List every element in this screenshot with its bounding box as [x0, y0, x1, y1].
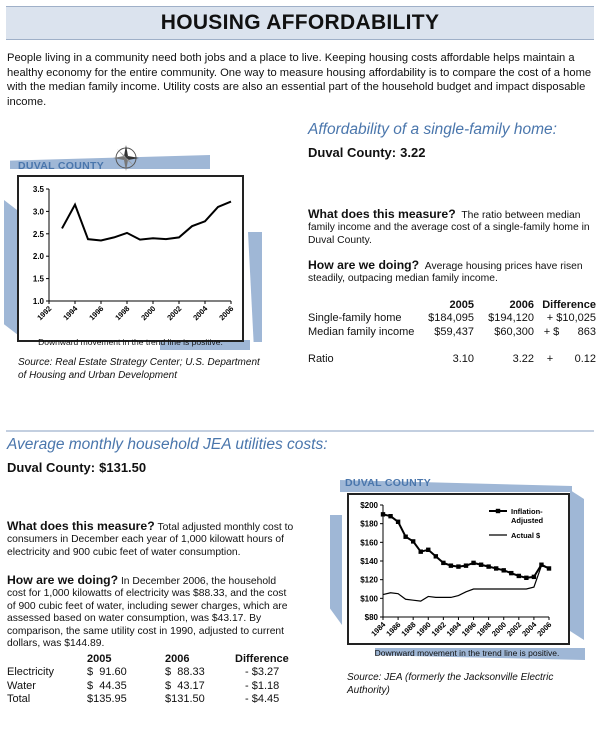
- section-divider: [6, 430, 594, 432]
- data-point: [464, 563, 468, 567]
- utilities-chart-label: DUVAL COUNTY: [345, 477, 432, 489]
- cell-2006: $ 88.33: [165, 666, 205, 679]
- data-point: [426, 548, 430, 552]
- table-header-cell: 2005: [449, 298, 474, 311]
- housing-measure-paragraph: [308, 208, 596, 247]
- x-tick-label: 2002: [165, 304, 184, 323]
- y-tick-label: $200: [360, 501, 378, 510]
- decor-band: [330, 515, 342, 625]
- table-header-cell: 2006: [165, 652, 190, 665]
- x-tick-label: 1994: [444, 620, 463, 639]
- data-point: [524, 576, 528, 580]
- cell-difference: + $10,025: [546, 312, 596, 325]
- x-tick-label: 1988: [399, 620, 418, 639]
- utilities-chart-frame: [347, 493, 570, 645]
- decor-band: [248, 232, 262, 342]
- x-tick-label: 2004: [191, 304, 210, 323]
- row-label: Electricity: [7, 666, 55, 679]
- legend-marker: [496, 509, 500, 513]
- data-point: [381, 512, 385, 516]
- table-row: [308, 312, 596, 326]
- x-tick-label: 1992: [35, 304, 54, 323]
- data-point: [441, 561, 445, 565]
- legend-label: Inflation-: [511, 507, 543, 516]
- utilities-doing-paragraph: [7, 574, 295, 650]
- housing-county-label: Duval County:: [308, 145, 397, 160]
- cell-2005: $ 91.60: [87, 666, 127, 679]
- cell-difference: - $1.18: [245, 679, 280, 692]
- y-tick-label: 1.5: [32, 274, 44, 284]
- legend-label: Adjusted: [511, 516, 544, 525]
- housing-ratio-chart: [19, 177, 242, 340]
- housing-stats-table: [308, 298, 596, 366]
- row-label: Median family income: [308, 325, 415, 338]
- data-point: [471, 561, 475, 565]
- housing-doing-answer: Average housing prices have risen steadily, outpacing median family income.: [308, 261, 583, 285]
- data-point: [396, 520, 400, 524]
- data-point: [456, 564, 460, 568]
- cell-2006: $131.50: [165, 693, 205, 706]
- utilities-measure-paragraph: [7, 520, 295, 559]
- cell-2006: 3.22: [512, 353, 534, 366]
- row-label: Water: [7, 679, 36, 692]
- housing-measure-answer: The ratio between median family income and the average cost of a single-family home in Duval County.: [308, 210, 590, 246]
- x-tick-label: 1986: [384, 620, 403, 639]
- x-tick-label: 1990: [414, 620, 433, 639]
- cell-2005: $184,095: [428, 312, 474, 325]
- y-tick-label: 3.5: [32, 185, 44, 194]
- decor-band: [4, 200, 18, 335]
- housing-source: Source: Real Estate Strategy Center; U.S. Department of Housing and Urban Development: [18, 357, 260, 381]
- housing-chart-frame: [17, 175, 244, 342]
- x-tick-label: 1998: [113, 304, 132, 323]
- utilities-county-line: [7, 460, 146, 475]
- housing-trend-note: Downward movement in the trend line is positive.: [38, 337, 223, 347]
- cell-difference: - $4.45: [245, 693, 280, 706]
- intro-paragraph: People living in a community need both jobs and a place to live. Keeping housing costs affordable helps maintain a healthy economy for the entire community. One way to measure housing affordability is to compare the cost of a home with the median family income. Utility costs are also an essential part of the household budget and impact disposable income.: [7, 52, 592, 108]
- utilities-county-value: $131.50: [99, 460, 147, 475]
- cell-2006: $194,120: [488, 312, 534, 325]
- x-tick-label: 2000: [139, 304, 158, 323]
- y-tick-label: 2.0: [32, 252, 44, 262]
- housing-county-line: [308, 145, 425, 160]
- y-tick-label: $80: [364, 613, 378, 622]
- data-point: [403, 535, 407, 539]
- compass-rose-icon: [112, 144, 140, 172]
- y-tick-label: 1.0: [32, 297, 44, 306]
- series-line-1: [383, 566, 549, 601]
- housing-heading: Affordability of a single-family home:: [308, 121, 557, 138]
- cell-2005: $135.95: [87, 693, 127, 706]
- x-tick-label: 1984: [369, 620, 388, 639]
- x-tick-label: 2002: [505, 620, 524, 639]
- page-title: HOUSING AFFORDABILITY: [160, 11, 440, 34]
- data-point: [494, 566, 498, 570]
- table-header-cell: [7, 652, 87, 666]
- table-header-cell: 2006: [509, 298, 534, 311]
- table-row: [308, 353, 596, 367]
- cell-2005: 3.10: [452, 353, 474, 366]
- table-header-row: [308, 298, 596, 312]
- data-point: [479, 563, 483, 567]
- utilities-trend-note: Downward movement in the trend line is positive.: [374, 648, 560, 658]
- table-header-cell: [308, 298, 420, 312]
- y-tick-label: $180: [360, 519, 378, 529]
- utilities-county-label: Duval County:: [7, 460, 96, 475]
- utilities-measure-answer: Total adjusted monthly cost to consumers in December each year of 1,000 kilowatt hours of electricity and 900 cubic feet of water consumption.: [7, 522, 294, 558]
- data-point: [486, 564, 490, 568]
- utilities-source: Source: JEA (formerly the Jacksonville Electric Authority): [347, 672, 554, 696]
- table-row: [308, 325, 596, 339]
- y-tick-label: 2.5: [32, 229, 44, 239]
- data-point: [419, 549, 423, 553]
- table-spacer-row: [308, 339, 596, 353]
- table-row: [7, 666, 293, 680]
- data-point: [517, 574, 521, 578]
- housing-chart-label: DUVAL COUNTY: [18, 160, 105, 172]
- y-tick-label: $140: [360, 557, 378, 566]
- cell-2006: $ 43.17: [165, 679, 205, 692]
- housing-doing-question: How are we doing?: [308, 258, 420, 272]
- utilities-doing-answer: In December 2006, the household cost for 1,000 kilowatts of electricity was $88.33, and the cost of 900 cubic feet of water, including sewer charges, which are assessed based on water consumption, was $43.17. By comparison, the same utility cost in 1990, adjusted to current dollars, was $144.89.: [7, 576, 288, 650]
- row-label: Ratio: [308, 353, 334, 366]
- legend-label: Actual $: [511, 531, 541, 540]
- data-point: [411, 539, 415, 543]
- row-label: Total: [7, 693, 31, 706]
- data-point: [388, 514, 392, 518]
- cell-difference: + $ 863: [543, 325, 596, 338]
- table-row: [7, 693, 293, 707]
- x-tick-label: 2006: [217, 304, 236, 323]
- utilities-heading: Average monthly household JEA utilities costs:: [7, 436, 328, 453]
- housing-measure-question: What does this measure?: [308, 207, 456, 221]
- data-point: [532, 575, 536, 579]
- table-header-cell: Difference: [542, 298, 596, 311]
- cell-difference: + 0.12: [546, 353, 596, 366]
- x-tick-label: 2000: [489, 620, 509, 639]
- x-tick-label: 2006: [535, 620, 554, 639]
- x-tick-label: 2004: [520, 620, 539, 639]
- utilities-doing-question: How are we doing?: [7, 573, 119, 587]
- cell-2005: $59,437: [434, 325, 474, 338]
- utilities-measure-question: What does this measure?: [7, 519, 155, 533]
- table-row: [7, 679, 293, 693]
- cell-2005: $ 44.35: [87, 679, 127, 692]
- housing-doing-paragraph: [308, 259, 596, 286]
- y-tick-label: $160: [360, 538, 378, 548]
- table-header-cell: 2005: [87, 652, 112, 665]
- x-tick-label: 1994: [61, 304, 80, 323]
- x-tick-label: 1998: [474, 620, 494, 639]
- utilities-cost-chart: [349, 495, 568, 643]
- x-tick-label: 1996: [87, 304, 106, 323]
- cell-2006: $60,300: [494, 325, 534, 338]
- x-tick-label: 1996: [459, 620, 478, 639]
- utilities-stats-table: [7, 652, 293, 706]
- series-line-0: [62, 202, 231, 241]
- y-tick-label: $100: [360, 594, 378, 604]
- y-tick-label: $120: [360, 575, 378, 585]
- table-header-cell: Difference: [235, 652, 289, 665]
- decor-band: [570, 490, 584, 640]
- page-title-bar: [6, 6, 594, 40]
- data-point: [449, 563, 453, 567]
- data-point: [434, 554, 438, 558]
- data-point: [509, 571, 513, 575]
- row-label: Single-family home: [308, 312, 402, 325]
- table-header-row: [7, 652, 293, 666]
- cell-difference: - $3.27: [245, 666, 280, 679]
- data-point: [502, 568, 506, 572]
- housing-county-value: 3.22: [400, 145, 426, 160]
- x-tick-label: 1992: [429, 620, 448, 639]
- y-tick-label: 3.0: [32, 207, 44, 217]
